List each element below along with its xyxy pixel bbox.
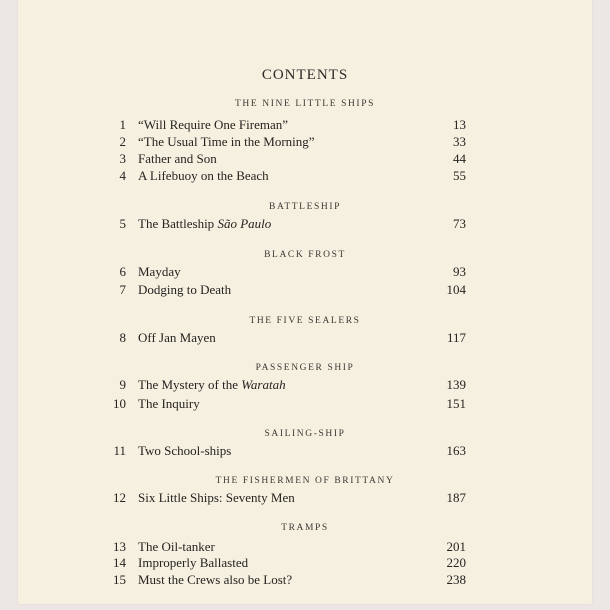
chapter-title: The Battleship São Paulo bbox=[138, 216, 272, 231]
toc-entry[interactable] bbox=[0, 216, 610, 232]
chapter-number: 13 bbox=[113, 539, 126, 554]
chapter-number: 5 bbox=[119, 216, 126, 231]
toc-entry[interactable] bbox=[0, 134, 610, 150]
page-number: 73 bbox=[453, 216, 466, 231]
toc-entry[interactable] bbox=[0, 539, 610, 555]
chapter-title: The Inquiry bbox=[138, 396, 200, 411]
chapter-number: 12 bbox=[113, 490, 126, 505]
page-number: 238 bbox=[446, 572, 466, 587]
page-number: 151 bbox=[446, 396, 466, 411]
page-number: 163 bbox=[446, 443, 466, 458]
chapter-number: 15 bbox=[113, 572, 126, 587]
toc-entry[interactable] bbox=[0, 264, 610, 280]
chapter-title: A Lifebuoy on the Beach bbox=[138, 168, 269, 183]
chapter-title: “Will Require One Fireman” bbox=[138, 117, 289, 132]
chapter-title: Six Little Ships: Seventy Men bbox=[138, 490, 295, 505]
chapter-number: 2 bbox=[119, 134, 126, 149]
chapter-number: 9 bbox=[119, 377, 126, 392]
chapter-number: 3 bbox=[119, 151, 126, 166]
chapter-title: Mayday bbox=[138, 264, 181, 279]
chapter-title: Two School-ships bbox=[138, 443, 232, 458]
section-heading: THE FISHERMEN OF BRITTANY bbox=[215, 476, 395, 486]
toc-entry[interactable] bbox=[0, 151, 610, 167]
chapter-title: Improperly Ballasted bbox=[138, 555, 249, 570]
page-number: 220 bbox=[446, 555, 466, 570]
chapter-number: 11 bbox=[113, 443, 126, 458]
page-number: 187 bbox=[446, 490, 466, 505]
chapter-title: The Mystery of the Waratah bbox=[138, 377, 286, 392]
page-number: 44 bbox=[453, 151, 466, 166]
page-number: 55 bbox=[453, 168, 466, 183]
page-number: 104 bbox=[446, 282, 466, 297]
toc-entry[interactable] bbox=[0, 330, 610, 346]
page-number: 33 bbox=[453, 134, 466, 149]
section-heading: BATTLESHIP bbox=[269, 202, 341, 212]
toc-entry[interactable] bbox=[0, 443, 610, 459]
chapter-number: 6 bbox=[119, 264, 126, 279]
section-heading: PASSENGER SHIP bbox=[255, 363, 355, 373]
section-heading: THE FIVE SEALERS bbox=[249, 316, 361, 326]
toc-entry[interactable] bbox=[0, 117, 610, 133]
section-heading: BLACK FROST bbox=[264, 250, 346, 260]
toc-entry[interactable] bbox=[0, 490, 610, 506]
chapter-number: 4 bbox=[119, 168, 126, 183]
section-heading: THE NINE LITTLE SHIPS bbox=[235, 99, 375, 109]
page-number: 117 bbox=[446, 330, 466, 345]
toc-entry[interactable] bbox=[0, 555, 610, 571]
page-number: 13 bbox=[453, 117, 466, 132]
toc-entry[interactable] bbox=[0, 168, 610, 184]
chapter-title: Must the Crews also be Lost? bbox=[138, 572, 293, 587]
page-title: CONTENTS bbox=[261, 67, 349, 83]
section-heading: SAILING-SHIP bbox=[264, 429, 346, 439]
section-heading: TRAMPS bbox=[281, 523, 329, 533]
page-number: 201 bbox=[446, 539, 466, 554]
chapter-number: 8 bbox=[119, 330, 126, 345]
chapter-title: Dodging to Death bbox=[138, 282, 232, 297]
chapter-number: 14 bbox=[113, 555, 126, 570]
toc-entry[interactable] bbox=[0, 282, 610, 298]
chapter-title: “The Usual Time in the Morning” bbox=[138, 134, 315, 149]
chapter-number: 10 bbox=[113, 396, 126, 411]
toc-entry[interactable] bbox=[0, 396, 610, 412]
page-number: 139 bbox=[446, 377, 466, 392]
book-page bbox=[18, 0, 592, 604]
chapter-number: 7 bbox=[119, 282, 126, 297]
chapter-title: Off Jan Mayen bbox=[138, 330, 216, 345]
toc-entry[interactable] bbox=[0, 377, 610, 393]
page-number: 93 bbox=[453, 264, 466, 279]
chapter-number: 1 bbox=[119, 117, 126, 132]
chapter-title: The Oil-tanker bbox=[138, 539, 215, 554]
toc-entry[interactable] bbox=[0, 572, 610, 588]
chapter-title: Father and Son bbox=[138, 151, 217, 166]
